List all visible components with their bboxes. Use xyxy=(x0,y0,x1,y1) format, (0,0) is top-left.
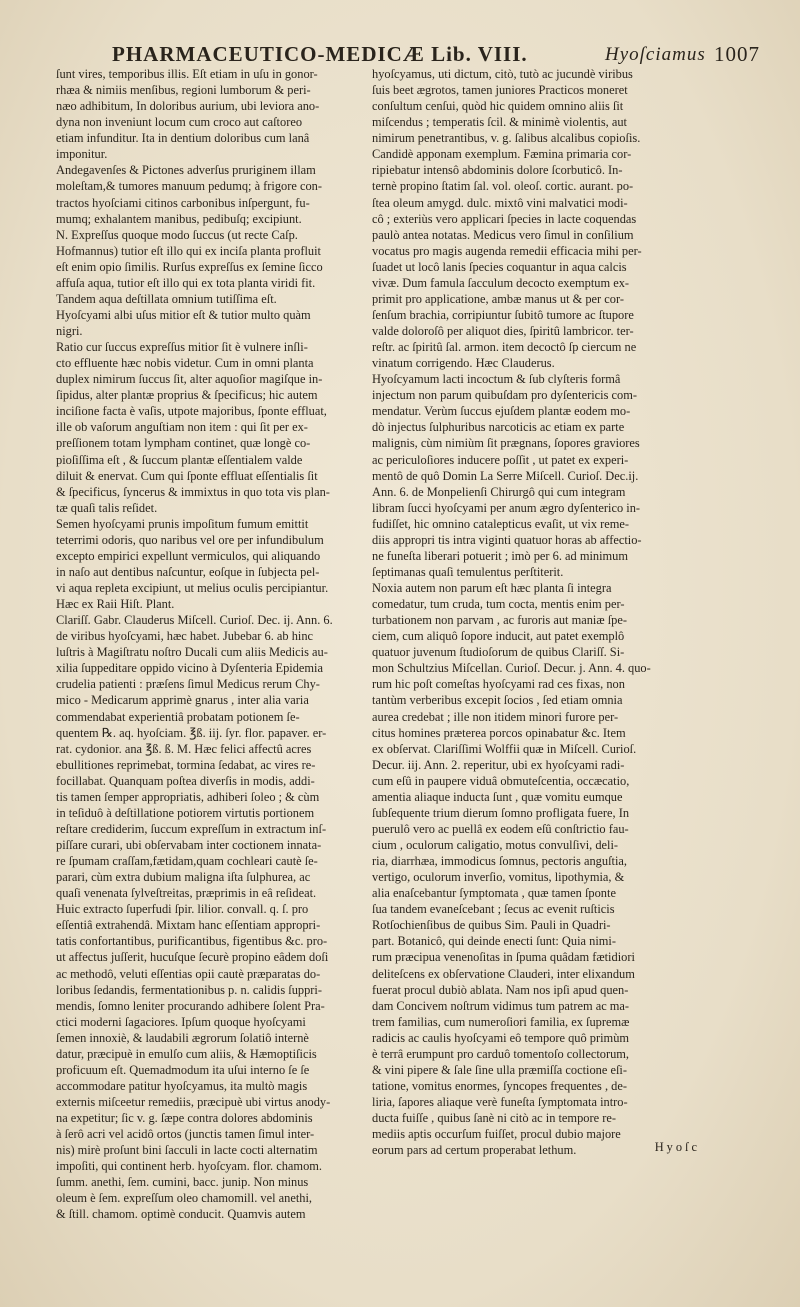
text-line: ac periculoſiores inducere poſſit , ut patet ex experi- xyxy=(372,452,629,467)
text-line: fuerat procul dubiò ablata. Nam nos ipſi apud quen- xyxy=(372,982,629,997)
text-line: ſenſum brachia, corripiuntur ſubitô tumore ac ſtupore xyxy=(372,307,634,322)
text-line: loribus ſedandis, fermentationibus p. n. calidis ſuppri- xyxy=(56,982,323,997)
page-number: 1007 xyxy=(714,42,760,66)
text-line: imponitur. xyxy=(56,147,108,162)
text-line: amentia aliaque inducta ſunt , quæ vomitu eumque xyxy=(372,789,623,804)
text-line: tractos hyoſciami citinos carbonibus inſpergunt, fu- xyxy=(56,195,310,210)
text-line: reſtr. ac ſpiritû ſal. armon. item decoctô ſp ciercum ne xyxy=(372,340,637,355)
catchword: Hyoſc xyxy=(654,1140,700,1154)
text-line: è terrâ erumpunt pro carduô tomentoſo collectorum, xyxy=(372,1046,630,1061)
text-line: luſtris à Magiſtratu noſtro Ducali cum aliis Medicis au- xyxy=(56,645,328,660)
text-line: ciem, cum aliquô ſopore inducit, aut patet exemplô xyxy=(372,629,625,644)
text-line: vertigo, oculorum inverſio, vomitus, lipothymia, & xyxy=(372,870,625,885)
text-line: Clariſſ. Gabr. Clauderus Miſcell. Curioſ. Dec. ij. Ann. 6. xyxy=(56,613,333,628)
text-line: valde doloroſô per aliquot dies, ſpiritû lambricor. ter- xyxy=(372,324,634,338)
text-line: aurea credebat ; ille non itidem minori furore per- xyxy=(372,709,619,724)
text-line: cto effluente hæc nobis videtur. Cum in omni planta xyxy=(56,356,314,371)
text-line: piſſare curari, ubi obſervabam inter coctionem innata- xyxy=(56,838,322,852)
text-line: ſeptimanas quaſi temulentus perſtiterit. xyxy=(372,564,564,579)
text-line: à ſerô acri vel acidô ortos (junctis tamen ſimul inter- xyxy=(56,1127,315,1142)
right-column xyxy=(372,66,708,1198)
text-line: libram ſucci hyoſcyami per anum ægro dyſenterico in- xyxy=(372,500,641,515)
text-line: rum præcipua venenoſitas in ſpuma quâdam fætidiori xyxy=(372,950,635,965)
text-line: ſtea oleum amygd. dulc. mixtô vini malvatici modi- xyxy=(372,195,628,210)
text-line: ſemen innoxiè, & laudabili ægrorum ſolatiô internè xyxy=(56,1030,309,1045)
text-line: Semen hyoſcyami prunis impoſitum fumum emittit xyxy=(56,516,309,531)
text-line: Rotſochienſibus de quibus Sim. Pauli in Quadri- xyxy=(372,918,611,933)
text-line: impoſiti, qui continent herb. hyoſcyam. flor. chamom. xyxy=(56,1159,323,1174)
text-line: dam Concivem noſtrum vidimus tum patrem ac ma- xyxy=(372,998,630,1013)
text-line: preſſionem totam lympham continet, quæ longè co- xyxy=(56,436,311,451)
text-line: ex obſervat. Clariſſimi Wolffii quæ in Miſcell. Curioſ. xyxy=(372,741,637,756)
text-line: & vini pipere & ſale ſine ulla præmiſſa coctione eſi- xyxy=(372,1062,627,1077)
text-line: ut affectus juſſerit, hucuſque ſecurè propino eâdem doſi xyxy=(56,950,329,965)
text-line: ria, diarrhæa, immodicus ſomnus, pectoris anguſtia, xyxy=(372,854,627,869)
text-line: ripiebatur intensô abdominis dolore ſcorbuticô. In- xyxy=(372,163,623,178)
text-line: part. Botanicô, qui deinde enecti ſunt: Quia nimi- xyxy=(372,934,616,949)
header-section: Hyoſciamus xyxy=(605,44,706,65)
text-line: tatis confortantibus, purificantibus, figentibus &c. pro- xyxy=(56,934,328,949)
text-line: vivæ. Dum famula ſacculum decocto exemptum ex- xyxy=(372,275,630,290)
text-line: ſumm. anethi, ſem. cumini, bacc. junip. Non minus xyxy=(56,1175,309,1190)
text-line: parari, cùm extra dubium maligna iſta ſulphurea, ac xyxy=(56,870,311,885)
text-line: paulò antea notatas. Medicus vero ſimul in conſilium xyxy=(372,227,634,242)
text-line: puerulô vero ac puellâ ex eodem eſû conſtrictio fau- xyxy=(372,821,629,836)
text-line: primit pro applicatione, ambæ manus ut & per cor- xyxy=(372,291,624,306)
text-line: Decur. iij. Ann. 2. reperitur, ubi ex hyoſcyami radi- xyxy=(372,757,625,772)
text-line: in teſiduô à deſtillatione potiorem virtutis portionem xyxy=(56,805,315,820)
text-line: accommodare patitur hyoſcyamus, ita multò magis xyxy=(56,1078,308,1093)
text-line: eorum pars ad certum properabat lethum. xyxy=(372,1143,577,1158)
text-line: vi aqua repleta excipiunt, ut melius oculis percipiantur. xyxy=(56,581,329,595)
text-line: Candidè apponam exemplum. Fæmina primaria cor- xyxy=(372,147,632,162)
text-line: ducta fuiſſe , quibus ſanè ni citò ac in tempore re- xyxy=(372,1111,616,1126)
text-line: eſt enim opio ſimilis. Rurſus expreſſus ex ſemine ſicco xyxy=(56,259,323,274)
text-line: focillabat. Quanquam poſtea diverſis in modis, addi- xyxy=(56,773,315,788)
text-line: conſultum cenſui, quòd hic quidem omnino aliis ſit xyxy=(372,99,624,114)
text-line: xilia ſuppeditare oppido vicino à Dyſenteria Epidemia xyxy=(56,661,324,676)
text-line: ebullitiones reprimebat, tormina ſedabat, ac vires re- xyxy=(56,757,316,772)
text-line: tantùm verberibus excepit ſocios , ſed etiam omnia xyxy=(372,693,623,708)
text-line: cium , oculorum caligatio, motus convulſivi, deli- xyxy=(372,838,619,852)
text-line: ne funeſta liberari potuerit ; imò per 6. ad minimum xyxy=(372,548,629,563)
text-line: Hofmannus) tutior eſt illo qui ex inciſa planta profluit xyxy=(56,243,321,258)
text-line: ſua tandem evaneſcebant ; ſecus ac evenit ruſticis xyxy=(372,902,615,917)
text-line: comedatur, tum cruda, tum cocta, mentis enim per- xyxy=(372,597,625,612)
text-line: miſcendus ; temperatis ſcil. & minimè violentis, aut xyxy=(372,115,627,130)
text-line: tatione, vomitus enormes, ſyncopes frequentes , de- xyxy=(372,1078,627,1093)
text-line: ac methodô, veluti eſſentias opii cautè præparatas do- xyxy=(56,966,321,981)
text-line: dyna non inveniunt locum cum croco aut caſtoreo xyxy=(56,115,303,130)
text-line: quentem ℞. aq. hyoſciam. ℥ß. iij. ſyr. flor. papaver. er- xyxy=(56,725,327,740)
text-line: næo adhibitum, In doloribus aurium, ubi leviora ano- xyxy=(56,99,320,114)
text-line: rat. cydonior. ana ℥ß. ß. M. Hæc felici affectû acres xyxy=(56,741,312,756)
text-line: mendatur. Verùm ſuccus ejuſdem plantæ eodem mo- xyxy=(372,404,631,419)
text-line: Andegavenſes & Pictones adverſus pruriginem illam xyxy=(56,163,316,178)
text-line: ille ob vaſorum anguſtiam non item : qui ſit per ex- xyxy=(56,420,308,435)
text-line: injectum non parum quibuſdam pro dyſentericis com- xyxy=(372,388,637,403)
text-line: duplex nimirum ſuccus ſit, alter aquoſior magiſque in- xyxy=(56,372,323,387)
text-line: Hyoſcyamum lacti incoctum & ſub clyſteris formâ xyxy=(372,372,621,387)
text-line: rhæa & nimiis menſibus, regioni lumborum & peri- xyxy=(56,83,311,98)
text-line: liria, ſapores aliaque verè funeſta ſymptomata intro- xyxy=(372,1095,628,1109)
text-line: nis) mirè proſunt bini ſacculi in lacte cocti alternatim xyxy=(56,1143,318,1158)
text-line: mendis, ſomno leniter procurando adhibere ſolent Pra- xyxy=(56,998,325,1013)
text-line: etiam infunditur. Ita in dentium doloribus cum lanâ xyxy=(56,131,310,146)
text-line: nimirum penetrantibus, v. g. ſalibus alcalibus copioſis. xyxy=(372,131,641,146)
text-line: tæ quaſi talis reſidet. xyxy=(56,500,158,515)
text-line: cô ; exteriùs vero applicari ſpecies in lacte coquendas xyxy=(372,211,637,226)
header-title: PHARMACEUTICO-MEDICÆ Lib. VIII. xyxy=(112,42,528,66)
text-line: & ſpecificus, ſyncerus & immixtus in quo tota vis plan- xyxy=(56,484,330,499)
text-line: oleum è ſem. expreſſum oleo chamomill. vel anethi, xyxy=(56,1191,312,1206)
text-line: inciſione facta è vaſis, utpote majoribus, ſponte effluat, xyxy=(56,404,327,419)
text-line: de viribus hyoſcyami, hæc habet. Jubebar 6. ab hinc xyxy=(56,629,314,644)
text-line: eſſentiâ extrahendâ. Mixtam hanc eſſentiam appropri- xyxy=(56,918,321,933)
text-line: alia enaſcebantur ſymptomata , quæ tamen ſponte xyxy=(372,886,616,901)
text-line: citus homines præterea porcos opinabatur &c. Item xyxy=(372,725,626,740)
text-line: Huic extracto ſuperfudi ſpir. lilior. convall. q. ſ. pro xyxy=(56,902,309,917)
text-line: vocatus pro magis augenda remedii efficacia mihi per- xyxy=(372,243,642,258)
text-line: dò injectus ſulphuribus narcoticis ac etiam ex parte xyxy=(372,420,625,435)
text-line: rum hic poſt comeſtas hyoſcyami rad ces fixas, non xyxy=(372,677,625,692)
text-line: malignis, cùm nimiùm ſit prægnans, ſopores graviores xyxy=(372,436,640,451)
text-line: affuſa aqua, tutior eſt illo qui ex tota planta viridi fit. xyxy=(56,275,316,290)
text-line: trem familias, cum numeroſiori familia, ex ſupremæ xyxy=(372,1014,630,1029)
text-line: ſuadet ut locô lanis ſpecies coquantur in aqua calcis xyxy=(372,259,627,274)
text-line: tis tamen ſemper appropriatis, adhiberi ſoleo ; & cùm xyxy=(56,789,320,804)
text-line: in naſo aut dentibus naſcuntur, eoſque in ſubjecta pel- xyxy=(56,564,320,579)
text-line: Hyoſcyami albi uſus mitior eſt & tutior multo quàm xyxy=(56,307,311,322)
text-line: ſuis beet ægrotos, tamen juniores Practicos moneret xyxy=(372,83,628,98)
text-line: N. Expreſſus quoque modo ſuccus (ut recte Caſp. xyxy=(56,227,298,242)
text-line: Tandem aqua deſtillata omnium tutiſſima eſt. xyxy=(56,291,277,306)
text-line: diis appropri tis intra viginti quatuor horas ab affectio- xyxy=(372,532,642,547)
text-line: turbationem non parvam , ac furoris aut maniæ ſpe- xyxy=(372,613,627,628)
text-line: ctici moderni ſagaciores. Ipſum quoque hyoſcyami xyxy=(56,1014,306,1029)
text-line: reſtare crediderim, ſuccum expreſſum in extractum inſ- xyxy=(56,821,327,836)
text-line: ſubſequente trium dierum ſomno profligata fuere, In xyxy=(372,805,630,820)
left-column xyxy=(56,66,362,1266)
text-line: mico - Medicarum apprimè gnarus , inter alia varia xyxy=(56,693,309,708)
text-line: mentô de quô Domin La Serre Miſcell. Curioſ. Dec.ij. xyxy=(372,468,639,483)
text-line: re ſpumam craſſam,fætidam,quam cochleari cautè ſe- xyxy=(56,854,318,869)
text-line: radicis ac caulis hyoſcyami eô tempore quô primùm xyxy=(372,1030,630,1045)
text-line: Noxia autem non parum eſt hæc planta ſi integra xyxy=(372,581,612,595)
text-line: proficuum eſt. Quemadmodum ita uſui interno ſe ſe xyxy=(56,1062,310,1077)
text-line: teterrimi odoris, quo naribus vel ore per infundibulum xyxy=(56,532,324,547)
text-line: cum eſû in paupere viduâ obmuteſcentia, occæcatio, xyxy=(372,773,630,788)
text-line: mumq; exhalantem manibus, pedibuſq; excipiunt. xyxy=(56,211,302,226)
text-line: datur, præcipuè in emulſo cum aliis, & Hæmoptiſicis xyxy=(56,1046,317,1061)
text-line: Hæc ex Raii Hiſt. Plant. xyxy=(56,597,175,612)
text-line: deliteſcens ex obſervatione Clauderi, inter elixandum xyxy=(372,966,635,981)
text-line: fudiſſet, hic omnino catalepticus evaſit, ut vix reme- xyxy=(372,516,630,531)
text-line: vinatum corrigendo. Hæc Clauderus. xyxy=(372,356,555,371)
text-line: hyoſcyamus, uti dictum, citò, tutò ac jucundè viribus xyxy=(372,67,633,81)
text-line: & ſtill. chamom. optimè conducit. Quamvis autem xyxy=(56,1207,306,1222)
text-line: quatuor juvenum ſtudioſorum de quibus Clariſſ. Si- xyxy=(372,645,625,660)
text-line: moleſtam,& tumores manuum pedumq; à frigore con- xyxy=(56,179,322,194)
text-line: ſunt vires, temporibus illis. Eſt etiam in uſu in gonor- xyxy=(56,67,318,81)
text-line: diluit & enervat. Cum qui ſponte effluat eſſentialis ſit xyxy=(56,468,318,483)
text-line: mediis aptis occurſum fuiſſet, procul dubio majore xyxy=(372,1127,621,1142)
text-line: pioſiſſima eſt , & ſuccum plantæ eſſentialem valde xyxy=(56,452,303,467)
text-line: commendabat experientiâ probatam potionem ſe- xyxy=(56,709,300,724)
text-line: nigri. xyxy=(56,324,83,338)
text-line: mon Schultzius Miſcellan. Curioſ. Decur. j. Ann. 4. quo- xyxy=(372,661,651,676)
text-line: ternè propino ſtatim ſal. vol. oleoſ. cortic. aurant. po- xyxy=(372,179,634,194)
text-line: crudelia patienti : præſens ſimul Medicus rerum Chy- xyxy=(56,677,320,692)
text-line: externis miſceetur remediis, præcipuè ubi virtus anody- xyxy=(56,1095,331,1109)
text-line: Ann. 6. de Monpelienſi Chirurgô qui cum integram xyxy=(372,484,626,499)
text-line: ſipidus, alter plantæ proprius & ſpecificus; hic autem xyxy=(56,388,318,403)
text-line: Ratio cur ſuccus expreſſus mitior ſit è vulnere inſli- xyxy=(56,340,308,355)
text-line: na expetitur; ſic v. g. ſæpe contra dolores abdominis xyxy=(56,1111,313,1126)
text-line: quaſi venenata ſylveſtreitas, præprimis in eâ reſideat. xyxy=(56,886,317,901)
text-line: excepto empirici expellunt vermiculos, qui aliquando xyxy=(56,548,321,563)
